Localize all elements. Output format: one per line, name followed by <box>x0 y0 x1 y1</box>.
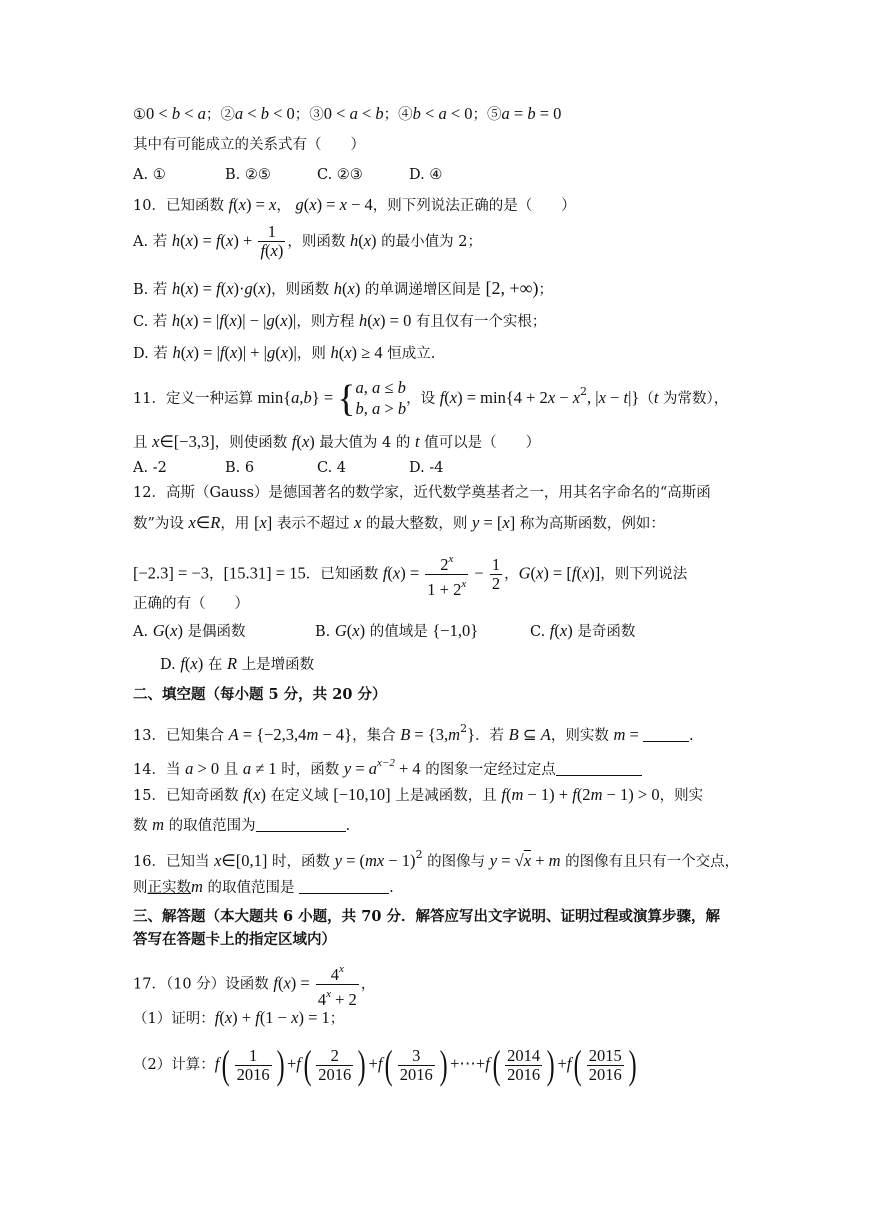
q9-option-b: B. ②⑤ <box>225 167 271 183</box>
q10-stem: 10．已知函数 f(x) = x， g(x) = x − 4，则下列说法正确的是（ ） <box>133 195 576 214</box>
q17-part1: （1）证明：f(x) + f(1 − x) = 1； <box>133 1008 345 1027</box>
q13: 13．已知集合 A = {−2,3,4m − 4}，集合 $B = \{3,m^2\}$．若 B ⊆ A，则实数 m = . <box>133 722 694 744</box>
q12-option-d: D. f(x) 在 R 上是增函数 <box>160 654 315 673</box>
q12-option-a: A. G(x) 是偶函数 <box>133 621 246 640</box>
q12-option-b: B. G(x) 的值域是 {−1,0} <box>315 621 479 640</box>
q9-option-c: C. ②③ <box>317 167 363 183</box>
q12-option-c: C. f(x) 是奇函数 <box>530 621 636 640</box>
q16-line2: 则正实数m 的取值范围是 . <box>133 877 394 896</box>
q11-option-c: C. 4 <box>317 460 347 476</box>
q9-option-a: A. ① <box>133 167 166 183</box>
q16-line1: 16．已知当 x∈[0,1] 时，函数 y = (mx − 1)$^2$ 的图像与 y = √x + m 的图像有且只有一个交点， <box>133 848 740 870</box>
q9-question: 其中有可能成立的关系式有（ ） <box>133 137 365 153</box>
q9-options <box>133 165 442 185</box>
q15-line2: 数 m 的取值范围为 . <box>133 815 351 834</box>
q10-option-a: A. 若 h(x) = f(x) + $\frac{1}{f(x)}$ ，则函数 h(x) 的最小值为 2； <box>133 222 482 260</box>
section-3-heading-line1: 三、解答题（本大题共 6 小题，共 70 分．解答应写出文字说明、证明过程或演算步骤，解 <box>133 908 720 925</box>
section-3-heading-line2: 答写在答题卡上的指定区域内） <box>133 931 336 948</box>
q9-relations: ①0 < b < a；②a < b < 0；③0 < a < b；④b < a < 0；⑤a = b = 0 <box>133 104 562 123</box>
q11-option-d: D. -4 <box>409 460 444 476</box>
q12-line4: 正确的有（ ） <box>133 596 249 612</box>
q10-option-b: B. 若 h(x) = f(x)·g(x)，则函数 h(x) 的单调递增区间是 [2, +∞)； <box>133 278 554 298</box>
q11-options <box>133 458 443 478</box>
q12-options-row1 <box>133 621 635 642</box>
q11-stem: 11．定义一种运算 min{a,b} = { a, a ≤ b b, a > b ，设 $f(x) = \min\{4 + 2x - x^2$, |x − t|}（t 为常数）， <box>133 378 729 420</box>
q14: 14．当 a > 0 且 a ≠ 1 时，函数 $y = a^{x-2} + 4$ 的图象一定经过定点 <box>133 753 642 780</box>
q15-line1: 15．已知奇函数 f(x) 在定义域 [−10,10] 上是减函数，且 f(m − 1) + f(2m − 1) > 0，则实 <box>133 785 704 804</box>
q17-part2: （2）计算：f( $\frac{1}{2016}$ ) +f( $\frac{2}{2016}$ ) +f( $\frac{3}{2016}$ ) +⋯+f( $\frac{2014}{2016}$ ) +f( $\frac{2015}{2016}$ ) <box>133 1042 637 1087</box>
section-2-heading: 二、填空题（每小题 5 分，共 20 分） <box>133 686 387 703</box>
q11-option-b: B. 6 <box>225 460 255 476</box>
q11-option-a: A. -2 <box>133 460 167 476</box>
q10-option-d: D. 若 h(x) = |f(x)| + |g(x)|，则 h(x) ≥ 4 恒成立. <box>133 343 436 362</box>
q12-line3: [−2.3] = −3，[15.31] = 15．已知函数 f(x) = $\frac{2^x}{1 + 2^x}$ − $\frac{1}{2}$ ，G(x) = [f(x)]，则下列说法 <box>133 550 687 599</box>
q9-option-d: D. ④ <box>409 167 443 183</box>
q12-line2: 数”为设 x∈R，用 [x] 表示不超过 x 的最大整数，则 y = [x] 称为高斯函数，例如： <box>133 513 665 532</box>
q12-line1: 12．高斯（Gauss）是德国著名的数学家，近代数学奠基者之一，用其名字命名的“高斯函 <box>133 485 711 501</box>
q10-option-c: C. 若 h(x) = |f(x)| − |g(x)|，则方程 h(x) = 0 有且仅有一个实根； <box>133 311 547 330</box>
q11-stem2: 且 x∈[−3,3]，则使函数 f(x) 最大值为 4 的 t 值可以是（ ） <box>133 432 541 451</box>
q17-stem: 17．（10 分）设函数 f(x) = $\frac{4^x}{4^x + 2}$ ， <box>133 960 375 1009</box>
